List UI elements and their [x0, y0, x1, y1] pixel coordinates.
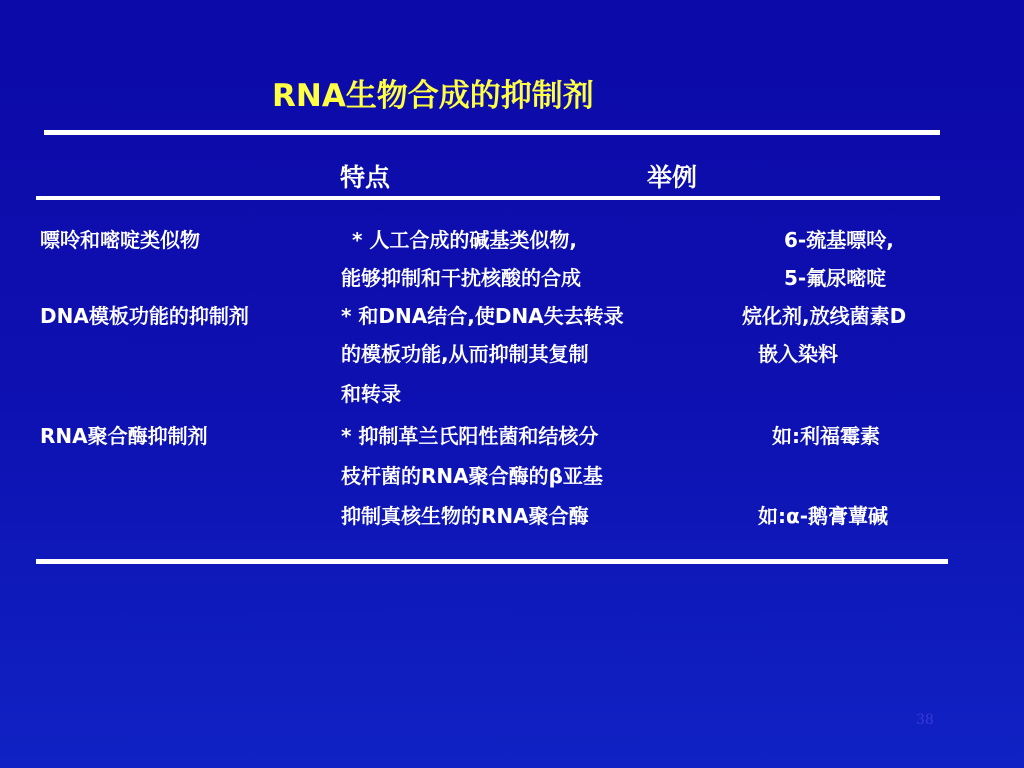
- header-feature: 特点: [340, 163, 391, 192]
- row1-feature-line2: 能够抑制和干扰核酸的合成: [341, 266, 581, 290]
- row3-feature-line3: 抑制真核生物的RNA聚合酶: [341, 504, 589, 528]
- row2-feature-line3: 和转录: [341, 382, 401, 406]
- row3-feature-line2: 枝杆菌的RNA聚合酶的β亚基: [341, 464, 603, 488]
- header-rule: [36, 196, 940, 200]
- row2-category: DNA模板功能的抑制剂: [40, 304, 249, 328]
- row3-example-line1: 如:利福霉素: [772, 424, 880, 448]
- row2-feature-line2: 的模板功能,从而抑制其复制: [341, 342, 589, 366]
- row1-feature-line1: * 人工合成的碱基类似物,: [352, 228, 578, 252]
- page-number: 38: [916, 712, 934, 728]
- row2-example-line1: 烷化剂,放线菌素D: [742, 304, 907, 328]
- row1-example-line1: 6-巯基嘌呤,: [784, 228, 894, 252]
- slide-title: RNA生物合成的抑制剂: [272, 78, 594, 114]
- row1-example-line2: 5-氟尿嘧啶: [784, 266, 887, 290]
- row2-example-line2: 嵌入染料: [758, 342, 838, 366]
- row1-category: 嘌呤和嘧啶类似物: [40, 228, 200, 252]
- bottom-rule: [36, 559, 948, 564]
- header-example: 举例: [647, 163, 698, 192]
- row3-example-line2: 如:α-鹅膏蕈碱: [758, 504, 889, 528]
- row3-category: RNA聚合酶抑制剂: [40, 424, 208, 448]
- row2-feature-line1: * 和DNA结合,使DNA失去转录: [341, 304, 624, 328]
- row3-feature-line1: * 抑制革兰氏阳性菌和结核分: [341, 424, 599, 448]
- top-rule: [44, 130, 940, 135]
